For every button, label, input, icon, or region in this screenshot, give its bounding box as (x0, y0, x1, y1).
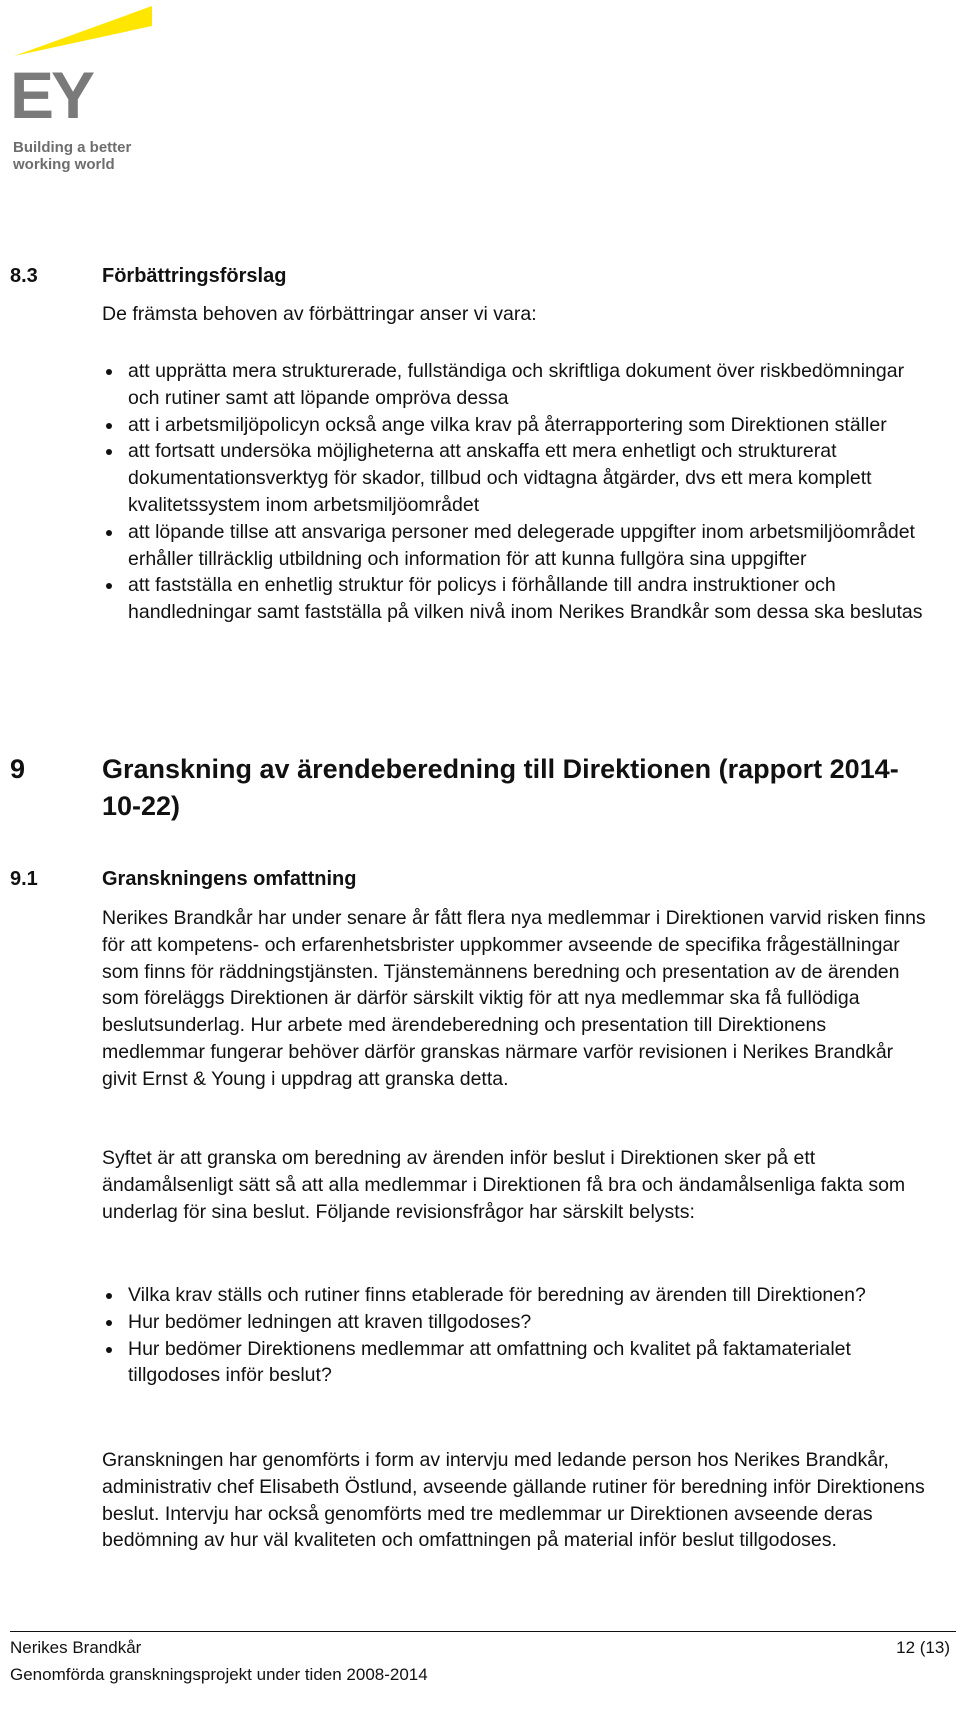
list-item (102, 358, 932, 412)
section-9-1-title: Granskningens omfattning (102, 868, 357, 890)
list-item-text: att fortsatt undersöka möjligheterna att anskaffa ett mera enhetligt och strukturerat dokumentationsverktyg för skador, tillbud och vidtagna åtgärder, dvs ett mera komplett kvalitetssystem inom arbetsmiljöområdet (128, 440, 872, 516)
section-8-3-title: Förbättringsförslag (102, 265, 287, 287)
list-item (102, 1336, 932, 1390)
bullet-icon (106, 369, 112, 375)
bullet-icon (106, 423, 112, 429)
bullet-icon (106, 449, 112, 455)
list-item (102, 412, 932, 439)
section-9-title: Granskning av ärendeberedning till Direktionen (rapport 2014-10-22) (102, 754, 899, 821)
footer-subtitle: Genomförda granskningsprojekt under tiden 2008-2014 (10, 1665, 428, 1684)
list-item-text: Hur bedömer Direktionens medlemmar att omfattning och kvalitet på faktamaterialet tillgodoses inför beslut? (128, 1337, 851, 1387)
list-item-text: att löpande tillse att ansvariga personer med delegerade uppgifter inom arbetsmiljöområdet erhåller tillräcklig utbildning och information för att kunna fullgöra sina uppgifter (128, 520, 915, 570)
logo-tagline (13, 139, 163, 173)
section-8-3-bullet-list (102, 358, 932, 626)
bullet-icon (106, 530, 112, 536)
ey-logo (10, 4, 160, 179)
logo-wordmark: EY (10, 58, 93, 132)
list-item (102, 438, 932, 518)
list-item-text: att fastställa en enhetlig struktur för policys i förhållande till andra instruktioner och handledningar samt fastställa på vilken nivå inom Nerikes Brandkår som dessa ska beslutas (128, 574, 923, 624)
footer-org: Nerikes Brandkår (10, 1638, 142, 1657)
section-9-1-paragraph-1: Nerikes Brandkår har under senare år fått flera nya medlemmar i Direktionen varvid risken finns för att kompetens- och erfarenhetsbrister uppkommer avseende de specifika frågeställningar som finns för räddningstjänsten. Tjänstemännens beredning och presentation av de ärenden som föreläggs Direktionen är därför särskilt viktig för att nya medlemmar ska få fullödiga beslutsunderlag. Hur arbete med ärendeberedning och presentation till Direktionens medlemmar fungerar behöver därför granskas närmare varför revisionen i Nerikes Brandkår givit Ernst & Young i uppdrag att granska detta. (102, 907, 926, 1090)
bullet-icon (106, 1347, 112, 1353)
logo-tagline-line2: working world (13, 156, 115, 173)
section-9-1-bullet-list (102, 1282, 932, 1389)
bullet-icon (106, 583, 112, 589)
list-item-text: Vilka krav ställs och rutiner finns etablerade för beredning av ärenden till Direktionen? (128, 1284, 866, 1306)
list-item (102, 1282, 932, 1309)
footer-divider (10, 1631, 956, 1632)
list-item (102, 519, 932, 573)
section-9-number: 9 (10, 754, 26, 784)
bullet-icon (106, 1320, 112, 1326)
list-item (102, 572, 932, 626)
section-9-1-number: 9.1 (10, 868, 38, 890)
section-9-1-paragraph-2: Syftet är att granska om beredning av ärenden inför beslut i Direktionen sker på ett ändamålsenligt sätt så att alla medlemmar i Direktionen få bra och ändamålsenliga fakta som underlag för sina beslut. Följande revisionsfrågor har särskilt belysts: (102, 1147, 906, 1223)
list-item-text: att upprätta mera strukturerade, fullständiga och skriftliga dokument över riskbedömningar och rutiner samt att löpande ompröva dessa (128, 360, 905, 409)
section-8-3-number: 8.3 (10, 265, 38, 287)
list-item (102, 1309, 932, 1336)
list-item-text: att i arbetsmiljöpolicyn också ange vilka krav på återrapportering som Direktionen ställer (128, 413, 887, 436)
section-8-3-intro: De främsta behoven av förbättringar anser vi vara: (102, 303, 537, 325)
list-item-text: Hur bedömer ledningen att kraven tillgodoses? (128, 1310, 532, 1333)
logo-tagline-line1: Building a better (13, 139, 132, 156)
section-9-1-paragraph-3: Granskningen har genomförts i form av intervju med ledande person hos Nerikes Brandkår, administrativ chef Elisabeth Östlund, avseende gällande rutiner för beredning inför Direktionens beslut. Intervju har också genomförts med tre medlemmar ur Direktionen avseende deras bedömning av hur väl kvaliteten och omfattningen på material inför beslut tillgodoses. (102, 1449, 925, 1552)
logo-beam-icon (10, 4, 160, 64)
bullet-icon (106, 1293, 112, 1299)
footer-page-number: 12 (13) (896, 1638, 950, 1657)
